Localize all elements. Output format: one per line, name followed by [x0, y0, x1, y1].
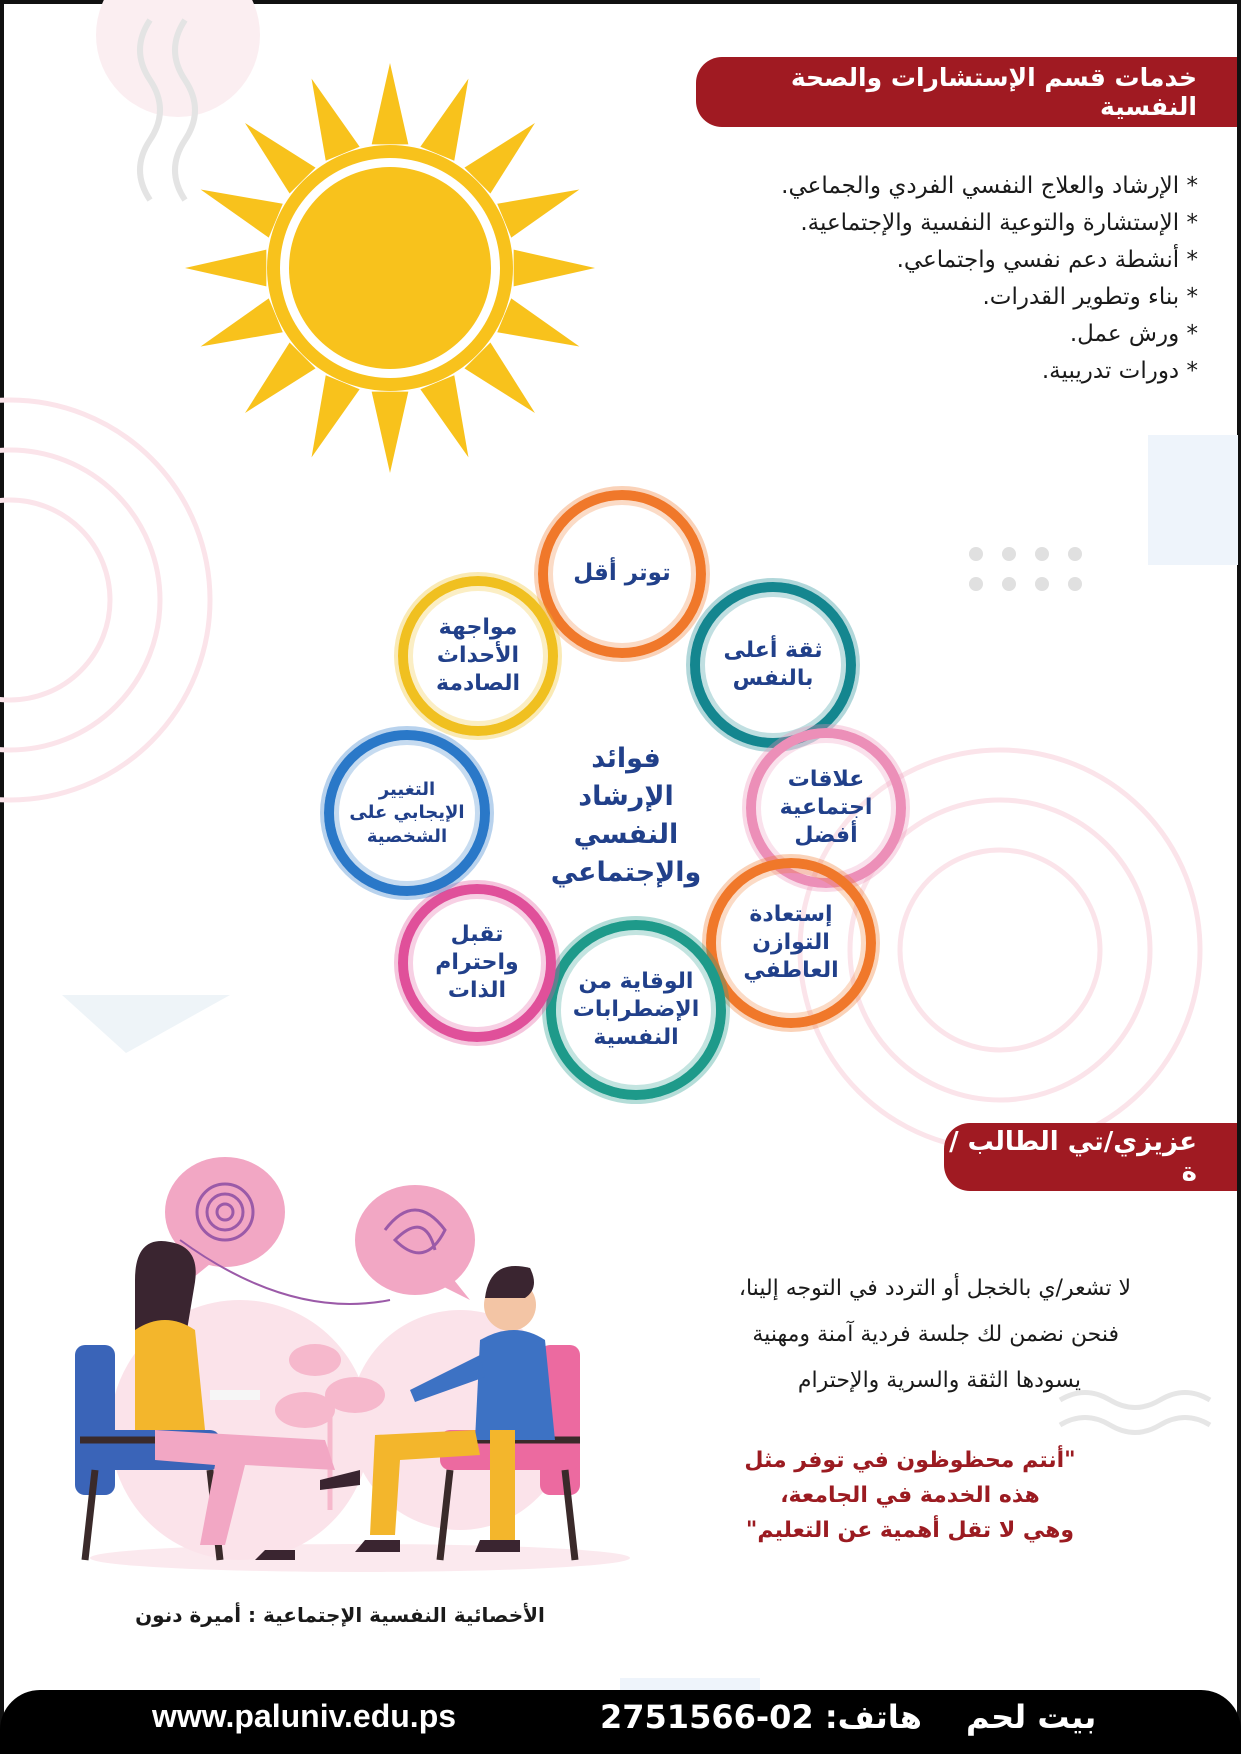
footer-bar — [0, 1690, 1241, 1754]
services-list — [598, 168, 1198, 390]
benefit-ring — [690, 582, 856, 748]
list-item: * أنشطة دعم نفسي واجتماعي. — [896, 247, 1198, 273]
services-header — [696, 57, 1237, 127]
benefit-label: ثقة أعلى بالنفس — [723, 637, 823, 691]
benefit-ring — [398, 576, 558, 736]
list-item: * بناء وتطوير القدرات. — [982, 284, 1198, 310]
benefit-label: إستعادة التوازن العاطفي — [743, 901, 839, 984]
benefit-label: الوقاية من الإضطرابات النفسية — [572, 968, 700, 1051]
benefit-label: علاقات اجتماعية أفضل — [779, 766, 873, 849]
benefit-label: التغيير الإيجابي على الشخصية — [349, 779, 465, 847]
student-title: عزيزي/تي الطالب /ة — [949, 1127, 1197, 1187]
phone-number: هاتف: 02-2751566 — [600, 1698, 922, 1736]
list-item: * الإستشارة والتوعية النفسية والإجتماعية. — [800, 210, 1198, 236]
benefits-center-title: فوائد الإرشاد النفسي والإجتماعي — [550, 743, 702, 888]
website-link[interactable]: www.paluniv.edu.ps — [152, 1698, 457, 1734]
benefit-label: توتر أقل — [573, 560, 671, 587]
list-item: * ورش عمل. — [1069, 321, 1198, 347]
benefit-label: مواجهة الأحداث الصادمة — [436, 614, 520, 697]
benefit-ring — [398, 884, 556, 1042]
student-header — [944, 1123, 1237, 1191]
benefit-ring — [538, 490, 706, 658]
list-item: * دورات تدريبية. — [1041, 358, 1198, 384]
benefit-ring — [324, 730, 490, 896]
list-item: * الإرشاد والعلاج النفسي الفردي والجماعي. — [781, 173, 1198, 199]
student-paragraph: لا تشعر/ي بالخجل أو التردد في التوجه إلينا، فنحن نضمن لك جلسة فردية آمنة ومهنية يسودها الثقة والسرية والإحترام — [738, 1276, 1131, 1393]
benefit-label: تقبل واحترام الذات — [435, 921, 519, 1004]
services-title: خدمات قسم الإستشارات والصحة النفسية — [790, 63, 1197, 121]
signature: الأخصائية النفسية الإجتماعية : أميرة دنون — [135, 1603, 545, 1627]
city-name: بيت لحم — [966, 1698, 1097, 1736]
benefit-ring — [546, 920, 726, 1100]
student-quote: "أنتم محظوظون في توفر مثل هذه الخدمة في الجامعة، وهي لا تقل أهمية عن التعليم" — [744, 1448, 1076, 1543]
